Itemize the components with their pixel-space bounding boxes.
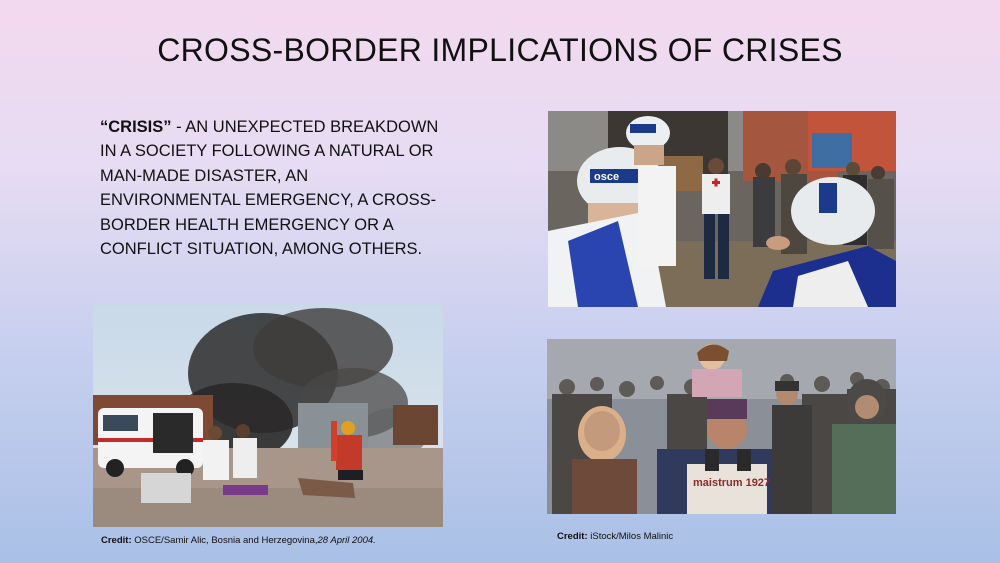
credit-left-label: Credit: bbox=[101, 535, 132, 546]
osce-monitors-photo bbox=[548, 111, 896, 307]
refugee-crowd-photo bbox=[547, 339, 896, 514]
credit-right-label: Credit: bbox=[557, 531, 588, 542]
shirt-print: maistrum 1927 bbox=[693, 477, 771, 489]
crisis-term: “CRISIS” bbox=[100, 118, 172, 136]
crisis-definition-text: - AN UNEXPECTED BREAKDOWN IN A SOCIETY FOLLOWING A NATURAL OR MAN-MADE DISASTER, AN ENVIRONMENTAL EMERGENCY, A CROSS-BORDER HEALTH EMERGENCY OR A CONFLICT SITUATION, AMONG OTHERS. bbox=[100, 118, 439, 259]
emergency-drill-photo bbox=[93, 303, 443, 527]
credit-right-source: iStock/Milos Malinic bbox=[587, 531, 674, 542]
credit-right bbox=[557, 531, 857, 543]
osce-helmet-label: osce bbox=[594, 171, 620, 183]
slide-title: CROSS-BORDER IMPLICATIONS OF CRISES bbox=[157, 32, 843, 68]
credit-left-source: OSCE/Samir Alic, Bosnia and Herzegovina, bbox=[131, 535, 318, 546]
crisis-definition bbox=[100, 115, 450, 261]
credit-left bbox=[101, 535, 381, 547]
credit-left-date: 28 April 2004. bbox=[317, 535, 376, 546]
